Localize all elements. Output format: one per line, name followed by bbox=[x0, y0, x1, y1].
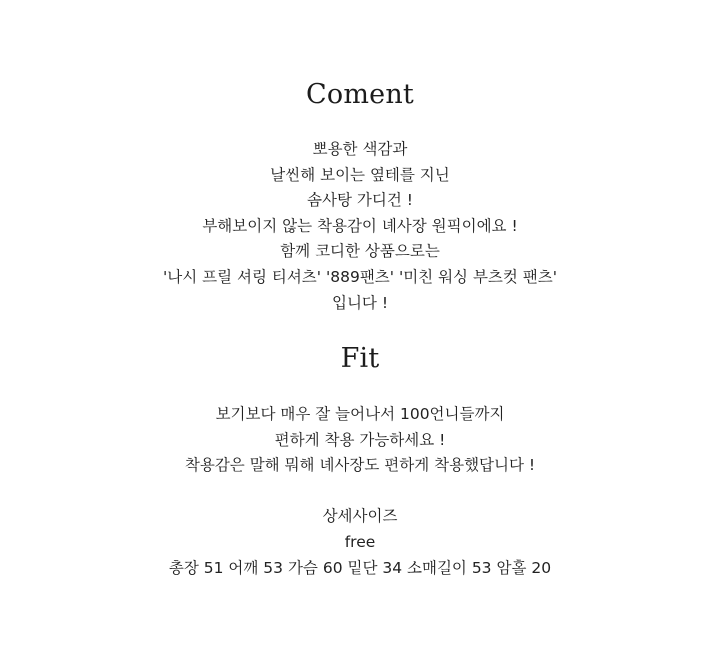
size-label: 상세사이즈 bbox=[322, 507, 398, 526]
coment-line: 함께 코디한 상품으로는 bbox=[280, 242, 440, 261]
coment-line: 솜사탕 가디건 ! bbox=[307, 191, 413, 210]
fit-heading: Fit bbox=[340, 343, 380, 374]
size-measurements: 총장 51 어깨 53 가슴 60 밑단 34 소매길이 53 암홀 20 bbox=[168, 558, 552, 577]
spacer bbox=[0, 479, 720, 505]
coment-heading: Coment bbox=[306, 79, 414, 110]
fit-line: 착용감은 말해 뭐해 녜사장도 편하게 착용했답니다 ! bbox=[184, 456, 536, 475]
coment-line: 뽀용한 색감과 bbox=[312, 140, 408, 158]
coment-description bbox=[0, 137, 720, 316]
coment-line: 입니다 ! bbox=[331, 293, 389, 312]
coment-line: 부해보이지 않는 착용감이 녜사장 원픽이에요 ! bbox=[202, 216, 518, 235]
size-value: free bbox=[344, 532, 376, 551]
fit-line: 보기보다 매우 잘 늘어나서 100언니들까지 bbox=[215, 405, 505, 423]
coment-line: 날씬해 보이는 옆테를 지닌 bbox=[270, 165, 450, 184]
fit-line: 편하게 착용 가능하세요 ! bbox=[274, 430, 446, 449]
coment-line: '나시 프릴 셔링 티셔츠' '889팬츠' '미친 워싱 부츠컷 팬츠' bbox=[162, 267, 558, 286]
fit-description bbox=[0, 402, 720, 581]
